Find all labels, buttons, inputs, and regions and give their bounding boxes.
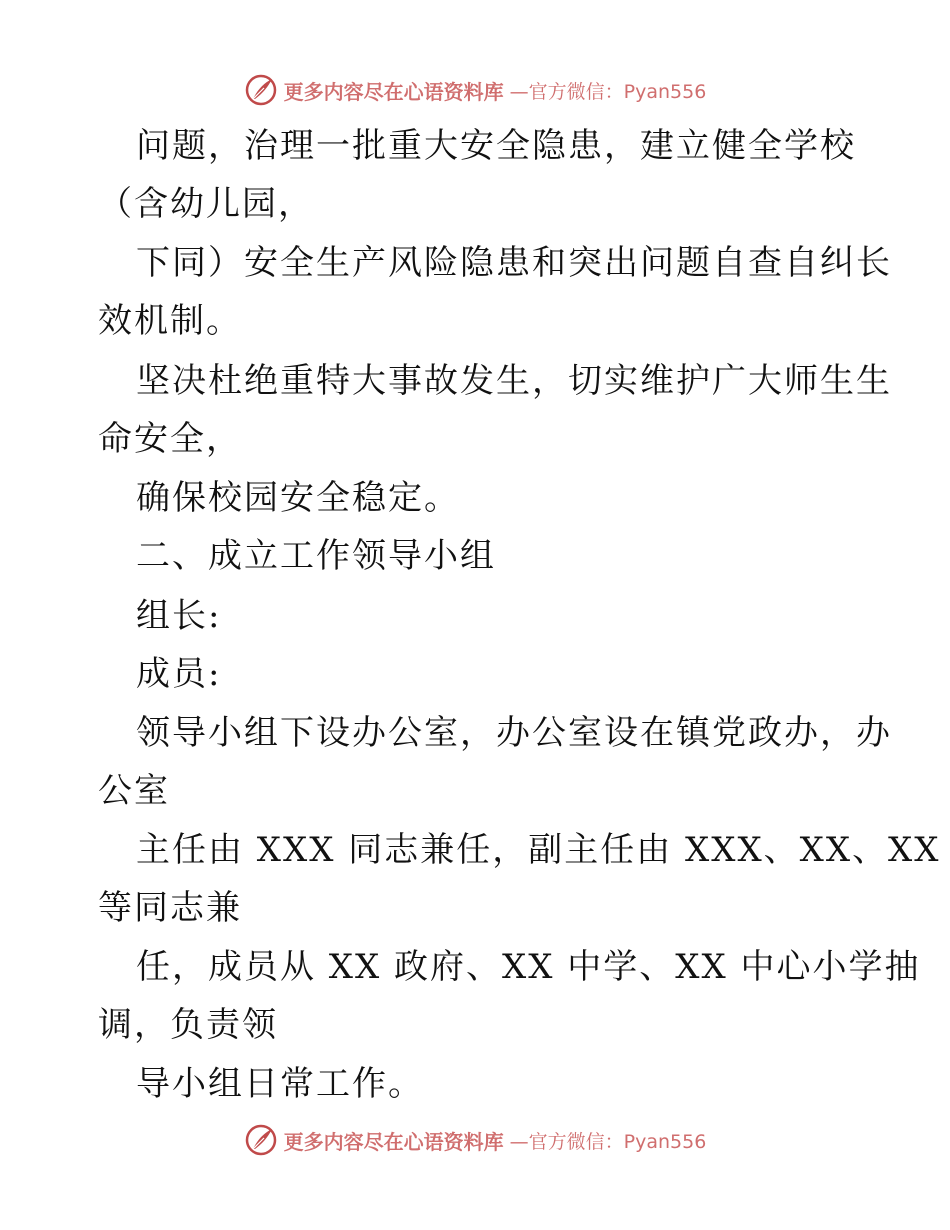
banner-wechat-text: —官方微信：Pyan556 (509, 1130, 707, 1153)
body-line: 主任由 XXX 同志兼任，副主任由 XXX、XX、XX (136, 830, 941, 870)
feather-pen-logo-icon (244, 73, 278, 107)
body-line: 坚决杜绝重特大事故发生，切实维护广大师生生 (136, 361, 892, 401)
body-line: 任，成员从 XX 政府、XX 中学、XX 中心小学抽 (136, 947, 921, 987)
section-heading: 二、成立工作领导小组 (136, 536, 496, 576)
body-line: 调，负责领 (98, 1005, 278, 1045)
body-line: 组长: (136, 596, 222, 636)
feather-pen-logo-icon (244, 1123, 278, 1157)
footer-watermark-banner (0, 1120, 950, 1160)
body-line: 问题，治理一批重大安全隐患，建立健全学校 (136, 126, 856, 166)
body-line: 成员: (136, 654, 222, 694)
body-line: 下同）安全生产风险隐患和突出问题自查自纠长 (136, 243, 892, 283)
body-line: 效机制。 (98, 301, 242, 341)
banner-wechat-text: —官方微信：Pyan556 (509, 80, 707, 103)
header-watermark-banner (0, 70, 950, 110)
body-line: 命安全， (98, 419, 242, 459)
body-line: 等同志兼 (98, 888, 242, 928)
body-line: 确保校园安全稳定。 (136, 478, 460, 518)
body-line: 领导小组下设办公室，办公室设在镇党政办，办 (136, 713, 892, 753)
body-line: 导小组日常工作。 (136, 1064, 424, 1104)
banner-main-text: 更多内容尽在心语资料库 (283, 1129, 504, 1154)
body-line: 公室 (98, 771, 170, 811)
banner-main-text: 更多内容尽在心语资料库 (283, 79, 504, 104)
body-line: （含幼儿园， (98, 184, 314, 224)
